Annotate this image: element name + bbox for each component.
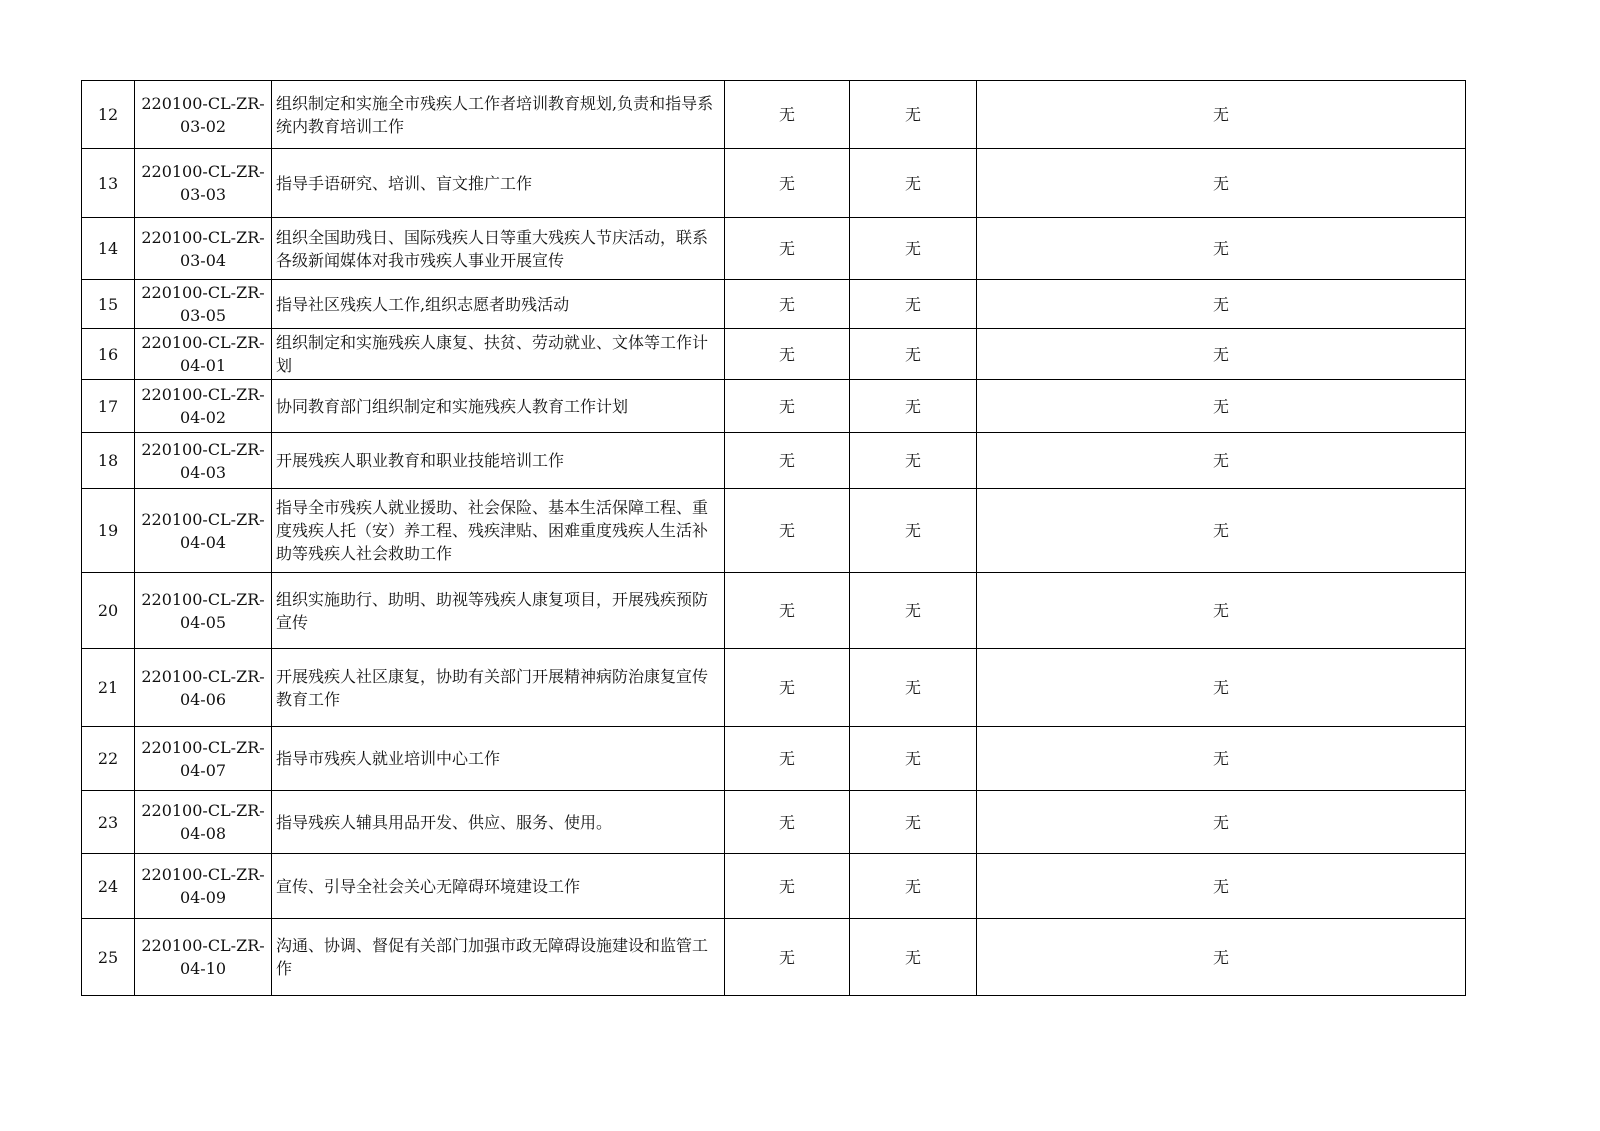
column-6-value-cell: 无 — [977, 919, 1466, 996]
table-row — [82, 329, 1466, 380]
column-4-value-cell: 无 — [725, 329, 850, 380]
column-6-value-cell: 无 — [977, 329, 1466, 380]
column-5-value-cell: 无 — [850, 573, 977, 649]
row-number-cell: 19 — [82, 489, 135, 573]
row-number-cell: 24 — [82, 854, 135, 919]
column-4-value-cell: 无 — [725, 433, 850, 489]
table-body — [82, 81, 1466, 996]
column-5-value-cell: 无 — [850, 149, 977, 218]
column-4-value-cell: 无 — [725, 218, 850, 280]
row-number-cell: 25 — [82, 919, 135, 996]
item-description-cell: 沟通、协调、督促有关部门加强市政无障碍设施建设和监管工作 — [272, 919, 725, 996]
column-6-value-cell: 无 — [977, 727, 1466, 791]
column-4-value-cell: 无 — [725, 854, 850, 919]
item-code-cell: 220100-CL-ZR-04-08 — [135, 791, 272, 854]
row-number-cell: 15 — [82, 280, 135, 329]
item-description-cell: 开展残疾人社区康复，协助有关部门开展精神病防治康复宣传教育工作 — [272, 649, 725, 727]
item-code-cell: 220100-CL-ZR-04-03 — [135, 433, 272, 489]
column-4-value-cell: 无 — [725, 919, 850, 996]
item-description-cell: 指导残疾人辅具用品开发、供应、服务、使用。 — [272, 791, 725, 854]
column-5-value-cell: 无 — [850, 854, 977, 919]
column-6-value-cell: 无 — [977, 489, 1466, 573]
column-5-value-cell: 无 — [850, 218, 977, 280]
column-5-value-cell: 无 — [850, 380, 977, 433]
column-6-value-cell: 无 — [977, 573, 1466, 649]
item-code-cell: 220100-CL-ZR-03-03 — [135, 149, 272, 218]
item-description-cell: 指导市残疾人就业培训中心工作 — [272, 727, 725, 791]
item-code-cell: 220100-CL-ZR-03-05 — [135, 280, 272, 329]
column-6-value-cell: 无 — [977, 854, 1466, 919]
column-5-value-cell: 无 — [850, 280, 977, 329]
table-row — [82, 280, 1466, 329]
column-6-value-cell: 无 — [977, 791, 1466, 854]
column-6-value-cell: 无 — [977, 218, 1466, 280]
table-row — [82, 854, 1466, 919]
item-description-cell: 组织制定和实施全市残疾人工作者培训教育规划,负责和指导系统内教育培训工作 — [272, 81, 725, 149]
column-6-value-cell: 无 — [977, 280, 1466, 329]
table-row — [82, 433, 1466, 489]
column-6-value-cell: 无 — [977, 433, 1466, 489]
table-row — [82, 727, 1466, 791]
row-number-cell: 20 — [82, 573, 135, 649]
item-code-cell: 220100-CL-ZR-03-04 — [135, 218, 272, 280]
column-5-value-cell: 无 — [850, 329, 977, 380]
row-number-cell: 13 — [82, 149, 135, 218]
column-4-value-cell: 无 — [725, 280, 850, 329]
column-5-value-cell: 无 — [850, 791, 977, 854]
item-description-cell: 组织制定和实施残疾人康复、扶贫、劳动就业、文体等工作计划 — [272, 329, 725, 380]
row-number-cell: 18 — [82, 433, 135, 489]
item-code-cell: 220100-CL-ZR-04-06 — [135, 649, 272, 727]
column-5-value-cell: 无 — [850, 489, 977, 573]
column-5-value-cell: 无 — [850, 81, 977, 149]
table-row — [82, 489, 1466, 573]
responsibility-table — [81, 80, 1466, 996]
column-6-value-cell: 无 — [977, 380, 1466, 433]
item-code-cell: 220100-CL-ZR-04-10 — [135, 919, 272, 996]
row-number-cell: 23 — [82, 791, 135, 854]
item-code-cell: 220100-CL-ZR-04-09 — [135, 854, 272, 919]
column-4-value-cell: 无 — [725, 791, 850, 854]
column-6-value-cell: 无 — [977, 149, 1466, 218]
column-4-value-cell: 无 — [725, 149, 850, 218]
column-4-value-cell: 无 — [725, 81, 850, 149]
column-4-value-cell: 无 — [725, 649, 850, 727]
table-row — [82, 149, 1466, 218]
column-5-value-cell: 无 — [850, 433, 977, 489]
row-number-cell: 12 — [82, 81, 135, 149]
column-4-value-cell: 无 — [725, 727, 850, 791]
column-5-value-cell: 无 — [850, 919, 977, 996]
column-6-value-cell: 无 — [977, 81, 1466, 149]
row-number-cell: 16 — [82, 329, 135, 380]
item-code-cell: 220100-CL-ZR-03-02 — [135, 81, 272, 149]
item-description-cell: 指导社区残疾人工作,组织志愿者助残活动 — [272, 280, 725, 329]
item-description-cell: 协同教育部门组织制定和实施残疾人教育工作计划 — [272, 380, 725, 433]
column-5-value-cell: 无 — [850, 727, 977, 791]
table-row — [82, 380, 1466, 433]
item-description-cell: 指导手语研究、培训、盲文推广工作 — [272, 149, 725, 218]
item-description-cell: 宣传、引导全社会关心无障碍环境建设工作 — [272, 854, 725, 919]
column-5-value-cell: 无 — [850, 649, 977, 727]
column-4-value-cell: 无 — [725, 489, 850, 573]
column-4-value-cell: 无 — [725, 380, 850, 433]
table-row — [82, 573, 1466, 649]
table-row — [82, 81, 1466, 149]
column-4-value-cell: 无 — [725, 573, 850, 649]
item-code-cell: 220100-CL-ZR-04-05 — [135, 573, 272, 649]
table-row — [82, 791, 1466, 854]
row-number-cell: 21 — [82, 649, 135, 727]
table-row — [82, 218, 1466, 280]
row-number-cell: 17 — [82, 380, 135, 433]
table-row — [82, 919, 1466, 996]
item-description-cell: 开展残疾人职业教育和职业技能培训工作 — [272, 433, 725, 489]
item-description-cell: 指导全市残疾人就业援助、社会保险、基本生活保障工程、重度残疾人托（安）养工程、残疾津贴、困难重度残疾人生活补助等残疾人社会救助工作 — [272, 489, 725, 573]
item-code-cell: 220100-CL-ZR-04-04 — [135, 489, 272, 573]
column-6-value-cell: 无 — [977, 649, 1466, 727]
row-number-cell: 14 — [82, 218, 135, 280]
item-description-cell: 组织全国助残日、国际残疾人日等重大残疾人节庆活动，联系各级新闻媒体对我市残疾人事业开展宣传 — [272, 218, 725, 280]
row-number-cell: 22 — [82, 727, 135, 791]
item-code-cell: 220100-CL-ZR-04-01 — [135, 329, 272, 380]
item-description-cell: 组织实施助行、助明、助视等残疾人康复项目，开展残疾预防宣传 — [272, 573, 725, 649]
item-code-cell: 220100-CL-ZR-04-07 — [135, 727, 272, 791]
item-code-cell: 220100-CL-ZR-04-02 — [135, 380, 272, 433]
table-row — [82, 649, 1466, 727]
